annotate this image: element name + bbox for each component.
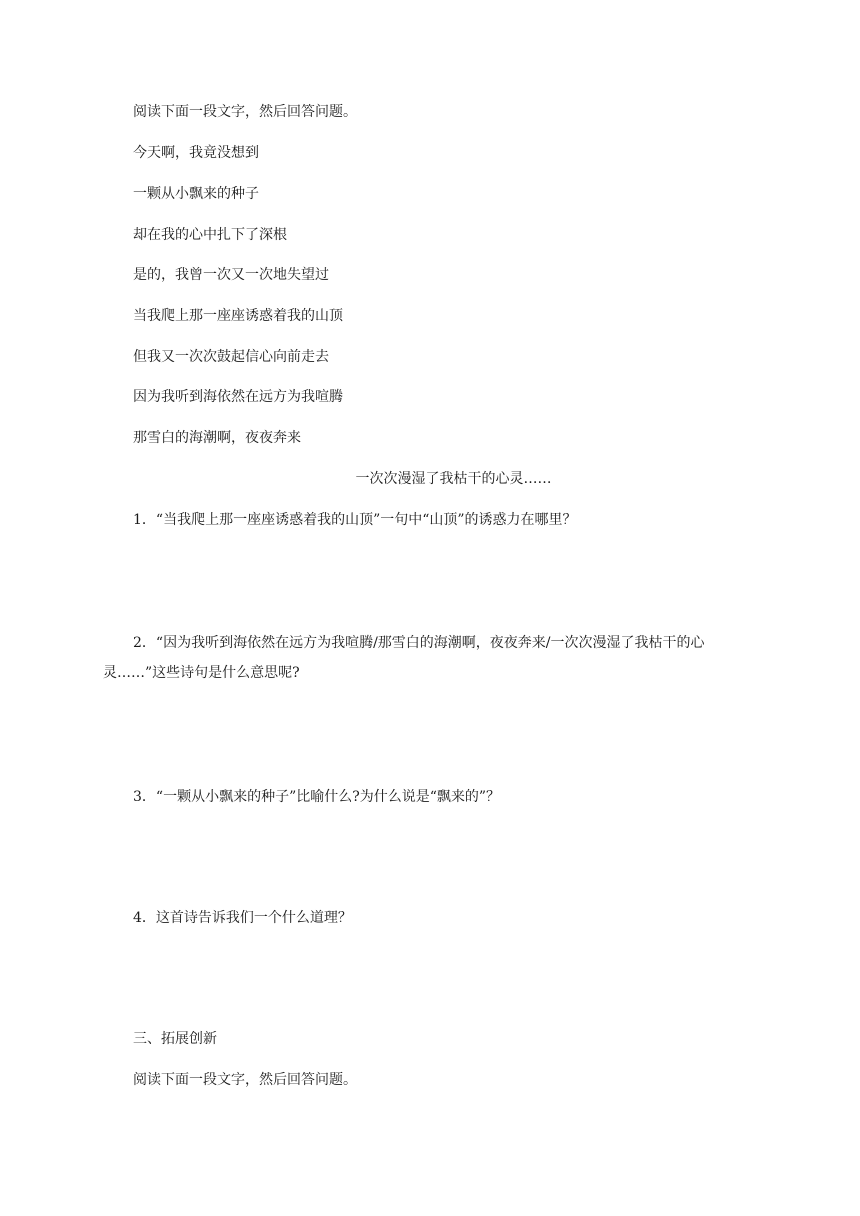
question-3: 3．“一颗从小飘来的种子”比喻什么?为什么说是“飘来的”？ [133, 789, 501, 805]
poem-last-line: 一次次漫湿了我枯干的心灵…… [355, 471, 552, 487]
poem-line: 一颗从小飘来的种子 [133, 186, 259, 202]
poem-line: 是的，我曾一次又一次地失望过 [133, 267, 329, 283]
reading-instruction: 阅读下面一段文字，然后回答问题。 [133, 104, 357, 120]
poem-line: 那雪白的海潮啊，夜夜奔来 [133, 430, 301, 446]
poem-line: 因为我听到海依然在远方为我喧腾 [133, 389, 343, 405]
section-instruction: 阅读下面一段文字，然后回答问题。 [133, 1072, 357, 1088]
poem-line: 但我又一次次鼓起信心向前走去 [133, 349, 329, 365]
poem-line: 今天啊，我竟没想到 [133, 145, 259, 161]
poem-line: 当我爬上那一座座诱惑着我的山顶 [133, 308, 343, 324]
question-1: 1．“当我爬上那一座座诱惑着我的山顶”一句中“山顶”的诱惑力在哪里？ [133, 512, 577, 528]
section-heading: 三、拓展创新 [133, 1031, 217, 1047]
poem-line: 却在我的心中扎下了深根 [133, 227, 287, 243]
question-2: 2．“因为我听到海依然在远方为我喧腾/那雪白的海潮啊，夜夜奔来/一次次漫湿了我枯干的心灵……”这些诗句是什么意思呢? [103, 635, 705, 681]
question-4: 4．这首诗告诉我们一个什么道理？ [133, 910, 352, 926]
